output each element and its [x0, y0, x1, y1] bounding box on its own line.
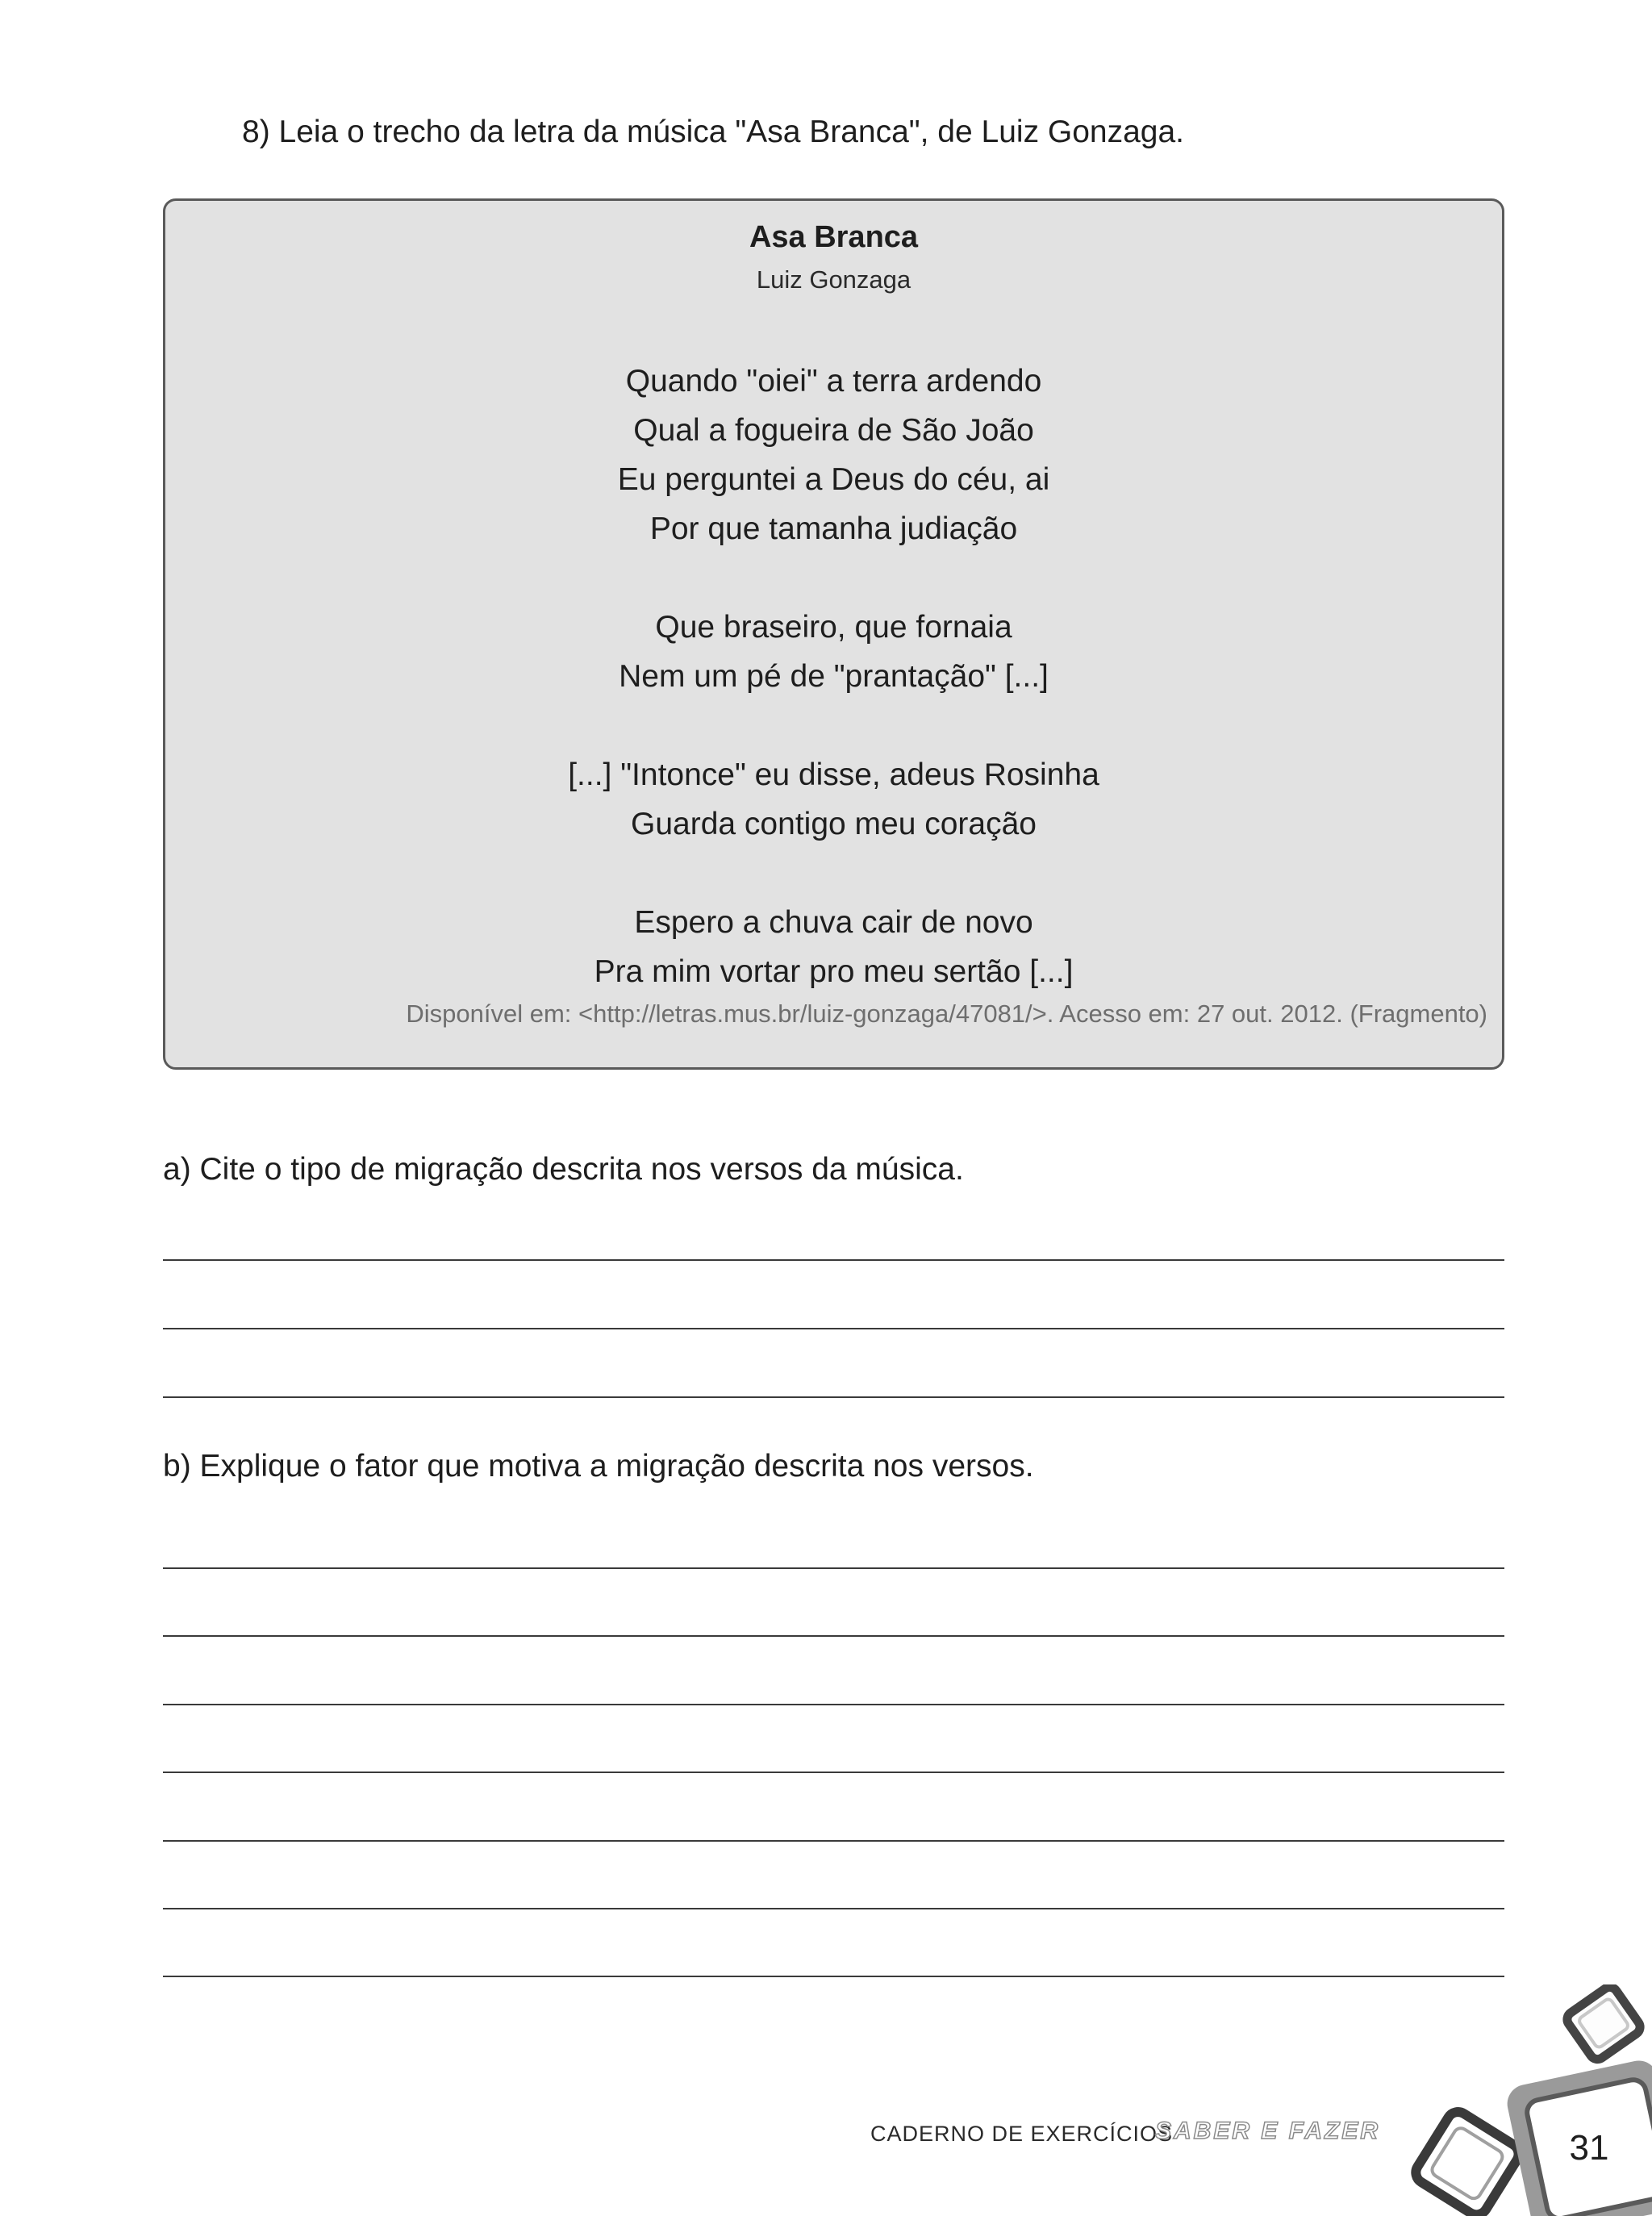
- lyric-line: [...] "Intonce" eu disse, adeus Rosinha: [568, 757, 1099, 792]
- page-number: 31: [1569, 2128, 1609, 2168]
- question-text: 8) Leia o trecho da letra da música "Asa Branca", de Luiz Gonzaga.: [242, 115, 1185, 149]
- answer-line-b5[interactable]: [163, 1840, 1504, 1842]
- lyric-line: Pra mim vortar pro meu sertão [...]: [594, 954, 1074, 989]
- item-b-prompt: b) Explique o fator que motiva a migração descrita nos versos.: [163, 1449, 1034, 1484]
- song-author: Luiz Gonzaga: [756, 265, 912, 294]
- lyric-line: Que braseiro, que fornaia: [655, 610, 1012, 645]
- small-square-decoration: [1564, 1984, 1643, 2063]
- answer-line-a3[interactable]: [163, 1396, 1504, 1398]
- stanza-1: [165, 357, 1502, 553]
- footer-brand: SABER E FAZER: [1155, 2118, 1381, 2144]
- left-square-decoration: [1412, 2108, 1523, 2216]
- lyric-line: Qual a fogueira de São João: [633, 413, 1034, 448]
- item-a-prompt: a) Cite o tipo de migração descrita nos versos da música.: [163, 1152, 964, 1187]
- answer-line-b4[interactable]: [163, 1772, 1504, 1773]
- lyric-line: Eu perguntei a Deus do céu, ai: [617, 462, 1050, 497]
- corner-squares-decoration: [1404, 1984, 1652, 2216]
- stanza-2: [165, 603, 1502, 701]
- lyric-line: Por que tamanha judiação: [649, 511, 1018, 546]
- song-title: Asa Branca: [749, 220, 919, 254]
- answer-line-a2[interactable]: [163, 1328, 1504, 1329]
- stanza-3: [165, 750, 1502, 849]
- source-citation: Disponível em: <http://letras.mus.br/luiz-gonzaga/47081/>. Acesso em: 27 out. 2012. (Fragmento): [406, 999, 1487, 1028]
- answer-line-b6[interactable]: [163, 1908, 1504, 1909]
- answer-line-b1[interactable]: [163, 1567, 1504, 1569]
- lyric-line: Quando "oiei" a terra ardendo: [625, 364, 1042, 399]
- lyric-line: Nem um pé de "prantação" [...]: [619, 659, 1049, 694]
- answer-line-b3[interactable]: [163, 1704, 1504, 1705]
- footer-label: CADERNO DE EXERCÍCIOS: [870, 2122, 1174, 2146]
- lyrics-box: [163, 198, 1504, 1070]
- stanza-4: [165, 898, 1502, 996]
- lyric-line: Guarda contigo meu coração: [631, 807, 1037, 841]
- answer-line-a1[interactable]: [163, 1259, 1504, 1261]
- answer-line-b2[interactable]: [163, 1635, 1504, 1637]
- lyric-line: Espero a chuva cair de novo: [634, 905, 1033, 940]
- answer-line-b7[interactable]: [163, 1976, 1504, 1977]
